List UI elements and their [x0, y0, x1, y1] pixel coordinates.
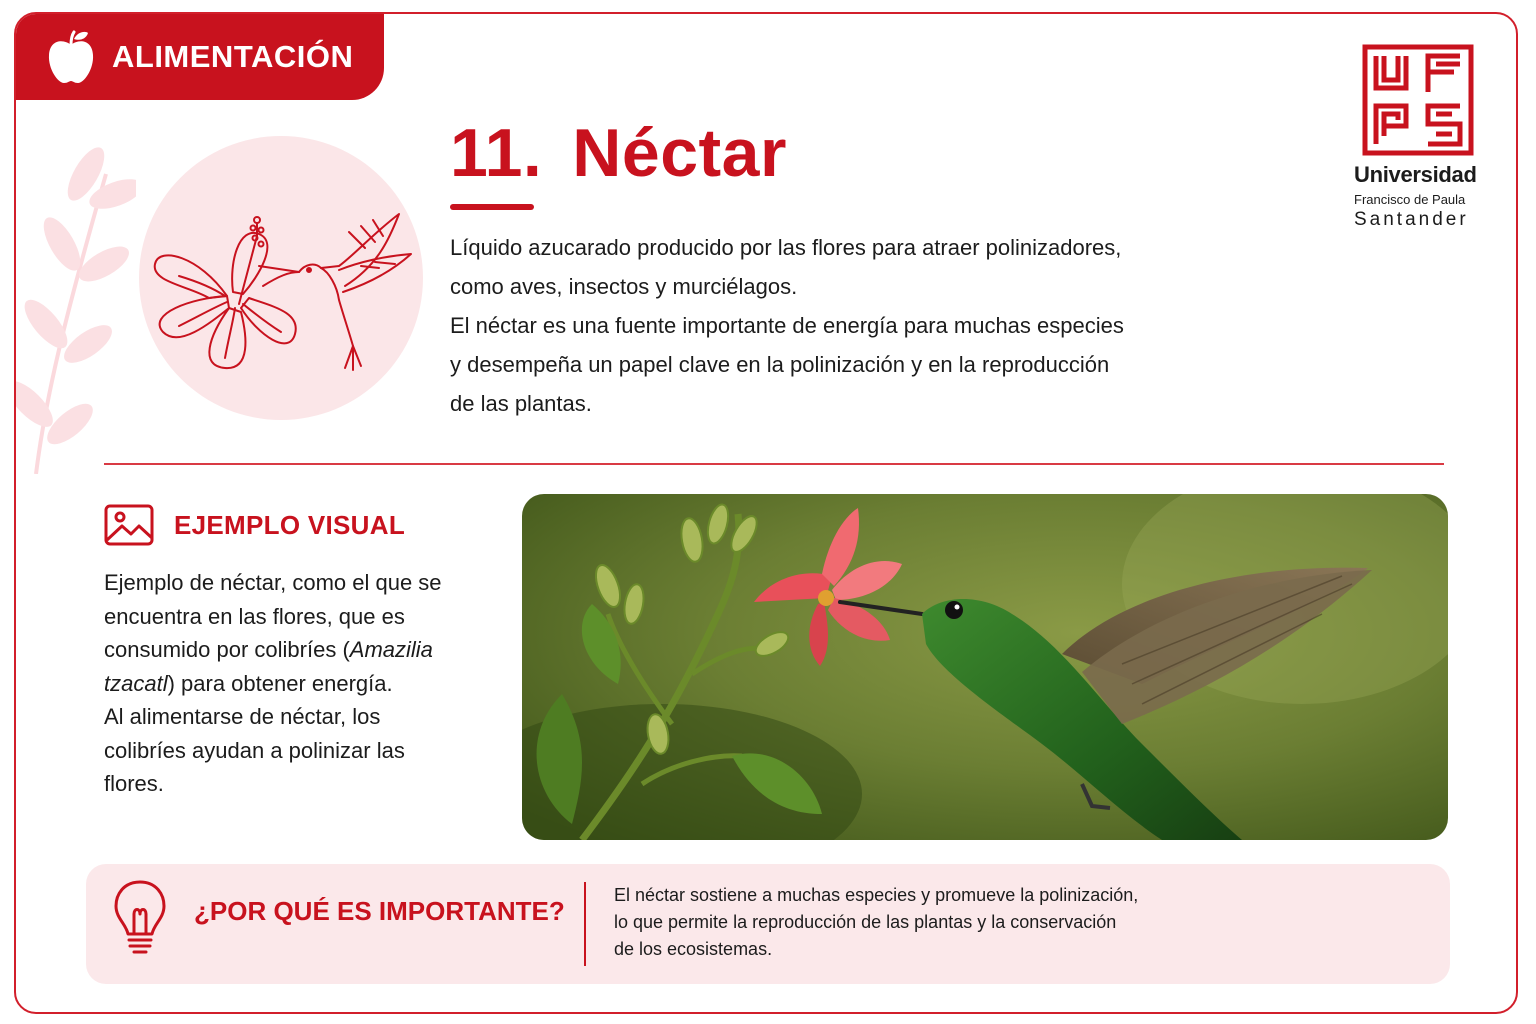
category-tab [16, 14, 384, 100]
example-text-part: Ejemplo de néctar, como el que se encuentra en las flores, que es consumido por colibríes ( [104, 570, 442, 662]
definition-text [450, 228, 1240, 423]
example-text [104, 566, 464, 801]
importance-box [86, 864, 1450, 984]
definition-line: El néctar es una fuente importante de energía para muchas especies [450, 313, 1124, 338]
example-text-2: Al alimentarse de néctar, los colibríes ayudan a polinizar las flores. [104, 704, 405, 796]
term-title [450, 114, 787, 192]
illustration-circle [139, 136, 423, 420]
term-number: 11. [450, 115, 543, 191]
definition-line: y desempeña un papel clave en la polinización y en la reproducción [450, 352, 1110, 377]
importance-heading: ¿POR QUÉ ES IMPORTANTE? [194, 896, 565, 926]
logo-line-1: Universidad [1354, 162, 1477, 187]
category-label: ALIMENTACIÓN [112, 39, 354, 74]
importance-line: lo que permite la reproducción de las plantas y la conservación [614, 912, 1117, 932]
leaf-branch-decoration [16, 134, 136, 474]
image-icon [104, 504, 154, 546]
logo-line-2: Francisco de Paula [1354, 192, 1466, 207]
apple-icon [46, 29, 96, 85]
definition-line: de las plantas. [450, 391, 592, 416]
title-underline [450, 204, 534, 210]
importance-separator [584, 882, 586, 966]
importance-line: de los ecosistemas. [614, 939, 773, 959]
species-name: Amazilia tzacatl [104, 637, 433, 696]
ufps-logo-mark [1362, 44, 1474, 156]
hibiscus-hummingbird-illustration [139, 136, 423, 420]
hummingbird-photo [522, 494, 1448, 840]
example-heading [104, 504, 405, 546]
lightbulb-icon [112, 878, 168, 954]
example-heading-text: EJEMPLO VISUAL [174, 509, 406, 540]
logo-line-3: Santander [1354, 209, 1469, 230]
example-text-part: ) para obtener energía. [167, 670, 393, 696]
definition-line: como aves, insectos y murciélagos. [450, 274, 798, 299]
definition-line: Líquido azucarado producido por las flores para atraer polinizadores, [450, 235, 1122, 260]
term-name: Néctar [572, 115, 787, 191]
importance-text [614, 882, 1254, 963]
hummingbird-photo-graphic [522, 494, 1448, 840]
university-logo [1354, 44, 1484, 231]
importance-line: El néctar sostiene a muchas especies y promueve la polinización, [614, 885, 1139, 905]
glossary-card [14, 12, 1518, 1014]
section-divider [104, 463, 1444, 465]
